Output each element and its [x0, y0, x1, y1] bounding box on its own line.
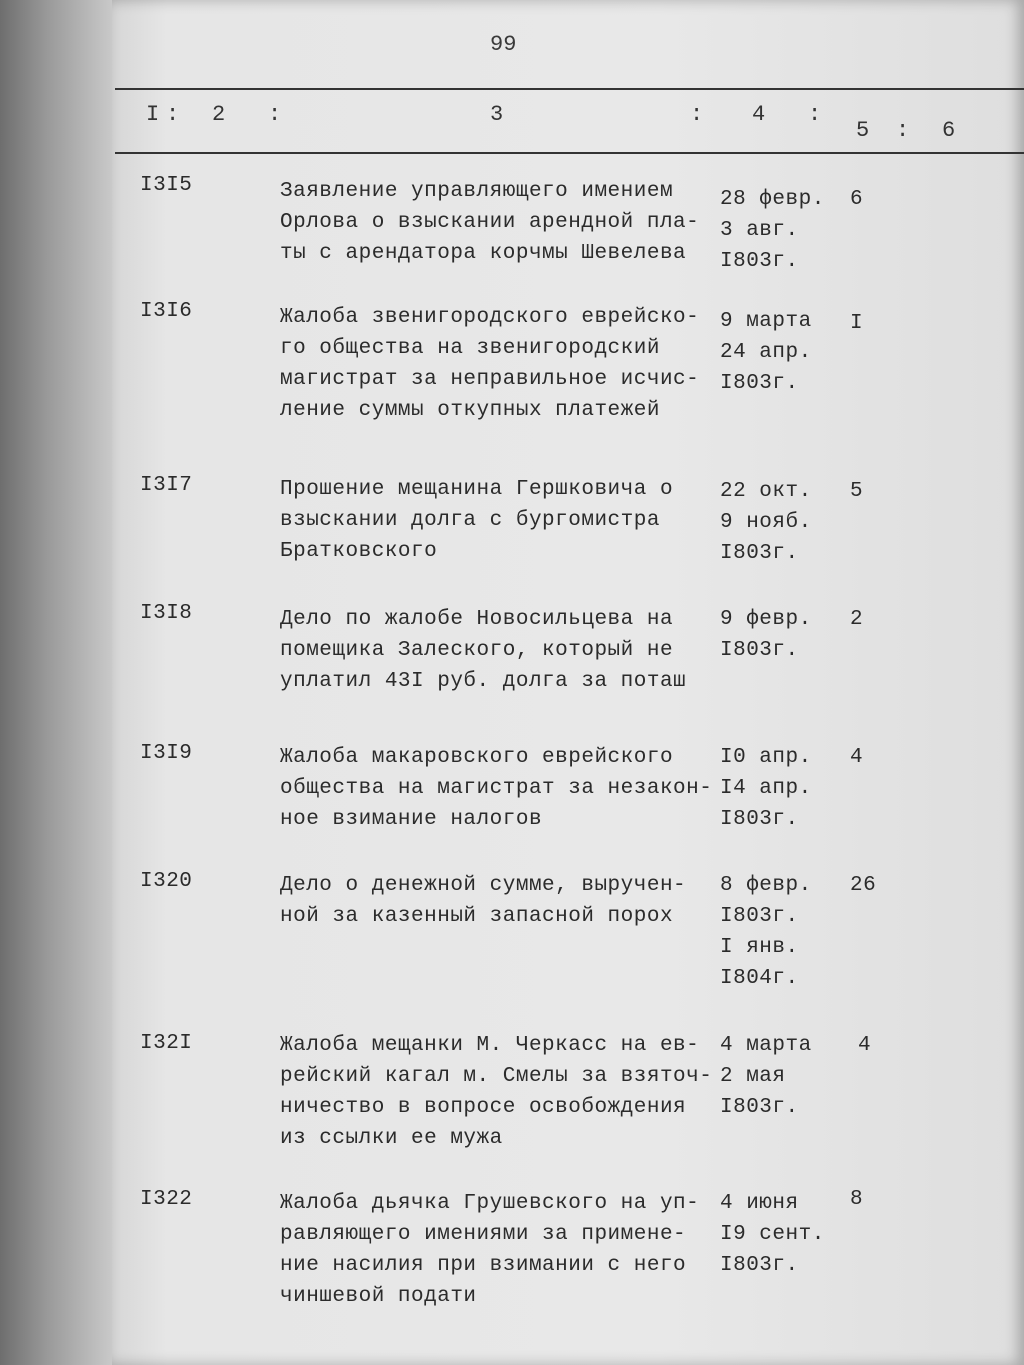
date-line: 24 апр.	[720, 341, 812, 364]
date-line: I803г.	[720, 808, 799, 831]
header-separator: :	[808, 102, 822, 127]
header-separator: :	[268, 102, 282, 127]
entry-page-count: 5	[850, 480, 864, 503]
description-line: Жалоба дьячка Грушевского на уп-	[280, 1192, 700, 1215]
date-line: I803г.	[720, 1254, 799, 1277]
entry-number: I320	[140, 870, 193, 893]
entry-dates	[720, 184, 825, 277]
date-line: 9 марта	[720, 310, 812, 333]
entry-number: I322	[140, 1188, 193, 1211]
description-line: помещика Залеского, который не	[280, 639, 674, 662]
date-line: I804г.	[720, 967, 799, 990]
description-line: уплатил 43I руб. долга за поташ	[280, 670, 687, 693]
date-line: 4 июня	[720, 1192, 799, 1215]
entry-description	[280, 742, 712, 835]
description-line: Братковского	[280, 540, 438, 563]
entry-dates	[720, 742, 812, 835]
date-line: I янв.	[720, 936, 799, 959]
entry-page-count: 4	[858, 1034, 872, 1057]
date-line: 9 февр.	[720, 608, 812, 631]
entry-dates	[720, 476, 812, 569]
entry-dates	[720, 1030, 812, 1123]
header-col-2: 2	[212, 102, 226, 127]
description-line: равляющего имениями за примене-	[280, 1223, 687, 1246]
entry-number: I3I5	[140, 174, 193, 197]
description-line: рейский кагал м. Смелы за взяточ-	[280, 1065, 713, 1088]
date-line: 4 марта	[720, 1034, 812, 1057]
page-number: 99	[490, 32, 517, 57]
description-line: магистрат за неправильное исчис-	[280, 368, 700, 391]
description-line: го общества на звенигородский	[280, 337, 660, 360]
header-col-3: 3	[490, 102, 504, 127]
description-line: ты с арендатора корчмы Шевелева	[280, 242, 687, 265]
date-line: I803г.	[720, 250, 799, 273]
header-bottom-rule	[115, 152, 1024, 154]
entry-dates	[720, 604, 812, 666]
header-top-rule	[115, 88, 1024, 90]
entry-description	[280, 302, 699, 426]
description-line: ление суммы откупных платежей	[280, 399, 660, 422]
entry-description	[280, 604, 686, 697]
description-line: ние насилия при взимании с него	[280, 1254, 687, 1277]
entry-number: I3I8	[140, 602, 193, 625]
entry-dates	[720, 1188, 825, 1281]
entry-number: I32I	[140, 1032, 193, 1055]
date-line: 3 авг.	[720, 219, 799, 242]
entry-number: I3I7	[140, 474, 193, 497]
entry-description	[280, 870, 686, 932]
description-line: Заявление управляющего имением	[280, 180, 674, 203]
entry-description	[280, 1030, 712, 1154]
entry-number: I3I6	[140, 300, 193, 323]
description-line: чиншевой подати	[280, 1285, 477, 1308]
description-line: Дело о денежной сумме, выручен-	[280, 874, 687, 897]
description-line: из ссылки ее мужа	[280, 1127, 503, 1150]
entry-description	[280, 474, 673, 567]
entry-description	[280, 176, 699, 269]
header-col-4: 4	[752, 102, 766, 127]
header-separator: :	[896, 118, 910, 143]
date-line: I803г.	[720, 542, 799, 565]
header-separator: :	[690, 102, 704, 127]
description-line: Дело по жалобе Новосильцева на	[280, 608, 674, 631]
date-line: I0 апр.	[720, 746, 812, 769]
entry-page-count: I	[850, 312, 864, 335]
description-line: общества на магистрат за незакон-	[280, 777, 713, 800]
entry-page-count: 26	[850, 874, 877, 897]
entry-dates	[720, 306, 812, 399]
description-line: взыскании долга с бургомистра	[280, 509, 660, 532]
entry-number: I3I9	[140, 742, 193, 765]
header-col-5: 5	[856, 118, 870, 143]
book-gutter	[0, 0, 120, 1365]
date-line: I4 апр.	[720, 777, 812, 800]
header-separator: :	[166, 102, 180, 127]
description-line: Прошение мещанина Гершковича о	[280, 478, 674, 501]
description-line: ничество в вопросе освобождения	[280, 1096, 687, 1119]
description-line: Жалоба мещанки М. Черкасс на ев-	[280, 1034, 700, 1057]
header-col-1: I	[146, 102, 160, 127]
entry-page-count: 8	[850, 1188, 864, 1211]
entry-page-count: 6	[850, 188, 864, 211]
date-line: 8 февр.	[720, 874, 812, 897]
date-line: I803г.	[720, 905, 799, 928]
date-line: 22 окт.	[720, 480, 812, 503]
entry-description	[280, 1188, 699, 1312]
description-line: ной за казенный запасной порох	[280, 905, 674, 928]
date-line: I803г.	[720, 372, 799, 395]
date-line: 9 нояб.	[720, 511, 812, 534]
date-line: I803г.	[720, 1096, 799, 1119]
date-line: 28 февр.	[720, 188, 825, 211]
date-line: I803г.	[720, 639, 799, 662]
description-line: Жалоба звенигородского еврейско-	[280, 306, 700, 329]
description-line: ное взимание налогов	[280, 808, 543, 831]
entry-dates	[720, 870, 812, 994]
header-col-6: 6	[942, 118, 956, 143]
entry-page-count: 2	[850, 608, 864, 631]
entry-page-count: 4	[850, 746, 864, 769]
description-line: Жалоба макаровского еврейского	[280, 746, 674, 769]
date-line: I9 сент.	[720, 1223, 825, 1246]
date-line: 2 мая	[720, 1065, 786, 1088]
description-line: Орлова о взыскании арендной пла-	[280, 211, 700, 234]
